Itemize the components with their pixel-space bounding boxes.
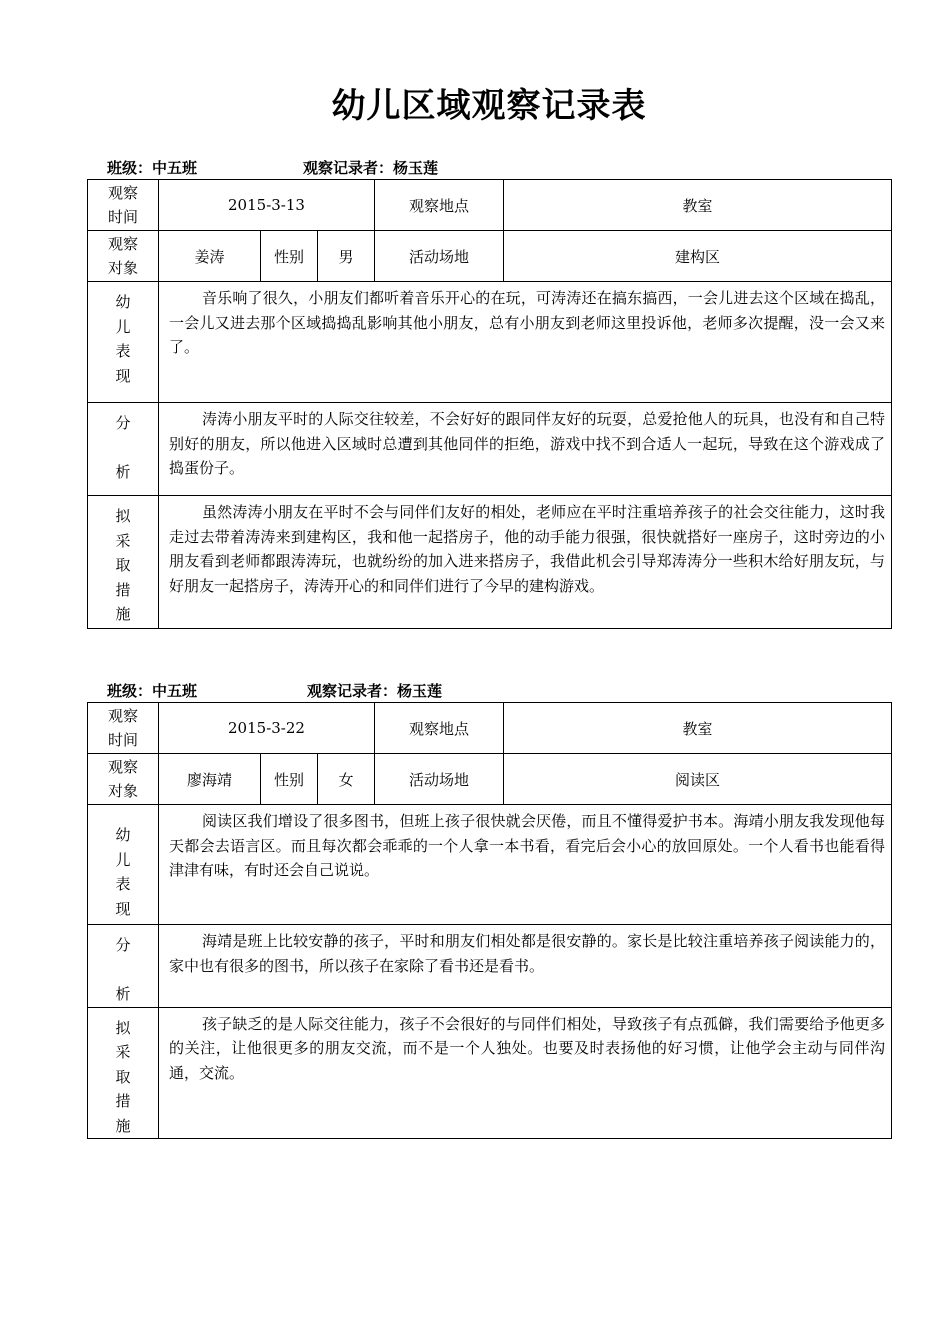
analysis-label: 分 析: [88, 925, 159, 1008]
place-value: 教室: [504, 703, 892, 754]
analysis-text: 海靖是班上比较安静的孩子，平时和朋友们相处都是很安静的。家长是比较注重培养孩子阅读能力的，家中也有很多的图书，所以孩子在家除了看书还是看书。: [159, 925, 892, 1008]
recorder-label-2: 观察记录者：杨玉莲: [307, 682, 443, 700]
measures-text: 虽然涛涛小朋友在平时不会与同伴们友好的相处，老师应在平时注重培养孩子的社会交往能力，这时我走过去带着涛涛来到建构区，我和他一起搭房子，他的动手能力很强，很快就搭好一座房子，这时旁边的小朋友看到老师都跟涛涛玩，也就纷纷的加入进来搭房子，我借此机会引导郑涛涛分一些积木给好朋友玩，与好朋友一起搭房子，涛涛开心的和同伴们进行了今早的建构游戏。: [159, 496, 892, 629]
subject-label: 观察 对象: [88, 231, 159, 282]
measures-label: 拟 采 取 措 施: [88, 496, 159, 629]
measures-text: 孩子缺乏的是人际交往能力，孩子不会很好的与同伴们相处，导致孩子有点孤僻，我们需要给予他更多的关注，让他很更多的朋友交流，而不是一个人独处。也要及时表扬他的好习惯，让他学会主动与同伴沟通，交流。: [159, 1007, 892, 1139]
observation-table-2: [87, 702, 892, 1139]
time-label: 观察 时间: [88, 703, 159, 754]
measures-label: 拟 采 取 措 施: [88, 1007, 159, 1139]
observation-table-1: [87, 179, 892, 629]
behavior-text: 阅读区我们增设了很多图书，但班上孩子很快就会厌倦，而且不懂得爱护书本。海靖小朋友我发现他每天都会去语言区。而且每次都会乖乖的一个人拿一本书看，看完后会小心的放回原处。一个人看书也能看得津津有味，有时还会自己说说。: [159, 805, 892, 925]
gender-value: 女: [318, 754, 375, 805]
page-title: 幼儿区域观察记录表: [331, 86, 647, 126]
date-value: 2015-3-13: [159, 180, 375, 231]
behavior-text: 音乐响了很久，小朋友们都听着音乐开心的在玩，可涛涛还在搞东搞西，一会儿进去这个区域在捣乱，一会儿又进去那个区域捣捣乱影响其他小朋友，总有小朋友到老师这里投诉他，老师多次提醒，没一会又来了。: [159, 282, 892, 403]
analysis-text: 涛涛小朋友平时的人际交往较差，不会好好的跟同伴友好的玩耍，总爱抢他人的玩具，也没有和自己特别好的朋友，所以他进入区域时总遭到其他同伴的拒绝，游戏中找不到合适人一起玩，导致在这个游戏成了捣蛋份子。: [159, 403, 892, 496]
behavior-label: 幼 儿 表 现: [88, 805, 159, 925]
child-name: 姜涛: [159, 231, 261, 282]
subject-label: 观察 对象: [88, 754, 159, 805]
venue-label: 活动场地: [375, 754, 504, 805]
class-label-2: 班级：中五班: [107, 682, 198, 700]
venue-value: 阅读区: [504, 754, 892, 805]
gender-label: 性别: [261, 754, 318, 805]
time-label: 观察 时间: [88, 180, 159, 231]
class-label-1: 班级：中五班: [107, 159, 198, 177]
venue-value: 建构区: [504, 231, 892, 282]
place-label: 观察地点: [375, 703, 504, 754]
behavior-label: 幼 儿 表 现: [88, 282, 159, 403]
place-value: 教室: [504, 180, 892, 231]
venue-label: 活动场地: [375, 231, 504, 282]
child-name: 廖海靖: [159, 754, 261, 805]
recorder-label-1: 观察记录者：杨玉莲: [303, 159, 439, 177]
date-value: 2015-3-22: [159, 703, 375, 754]
gender-value: 男: [318, 231, 375, 282]
gender-label: 性别: [261, 231, 318, 282]
analysis-label: 分 析: [88, 403, 159, 496]
place-label: 观察地点: [375, 180, 504, 231]
